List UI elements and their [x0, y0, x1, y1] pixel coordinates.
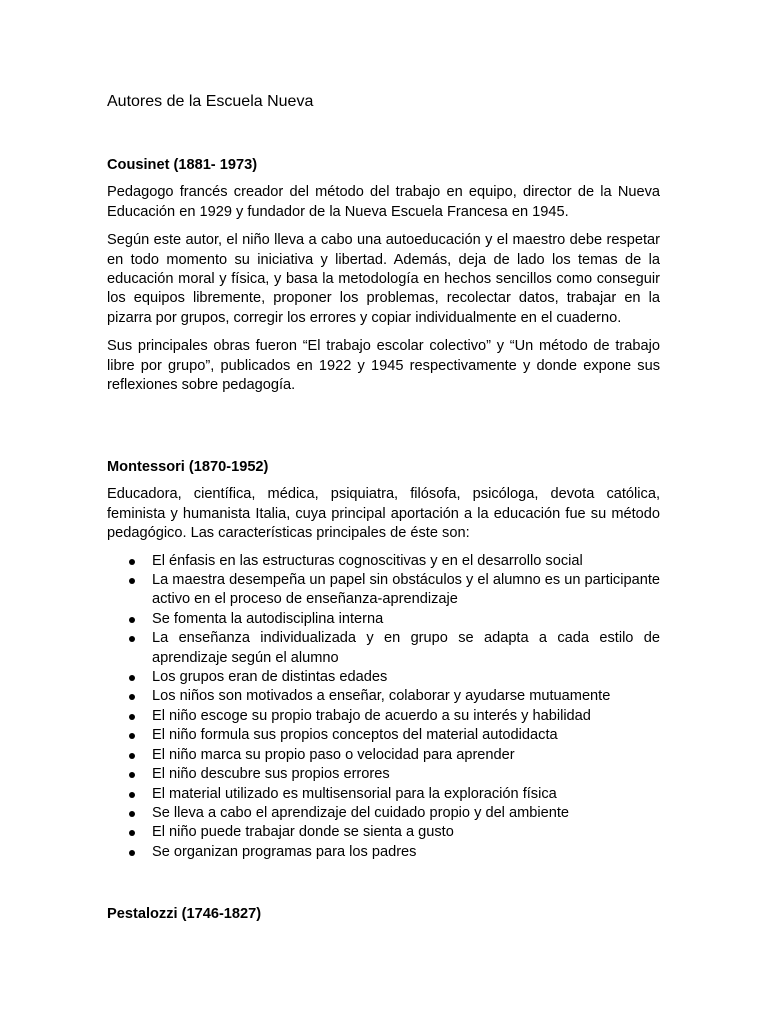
section-montessori — [107, 458, 660, 862]
paragraph: Educadora, científica, médica, psiquiatra, filósofa, psicóloga, devota católica, feminista y humanista Italia, cuya principal aportación a la educación fue su método pedagógico. Las características principales de éste son: — [107, 486, 660, 542]
list-item — [107, 571, 660, 610]
list-item-text: El énfasis en las estructuras cognoscitivas y en el desarrollo social — [152, 552, 583, 569]
list-item — [107, 610, 660, 629]
list-item — [107, 785, 660, 804]
section-heading: Montessori (1870-1952) — [107, 459, 269, 475]
paragraph: Según este autor, el niño lleva a cabo una autoeducación y el maestro debe respetar en todo momento su iniciativa y libertad. Además, deja de lado los temas de la educación moral y física, y basa la metodología en hechos sencillos como conseguir los equipos libremente, proponer los problemas, recolectar datos, trabajar en la pizarra por grupos, corregir los errores y copiar individualmente en el cuaderno. — [107, 232, 660, 326]
list-item — [107, 823, 660, 842]
list-item-text: La maestra desempeña un papel sin obstáculos y el alumno es un participante activo en el proceso de enseñanza-aprendizaje — [152, 572, 660, 608]
list-item — [107, 843, 660, 862]
list-item-text: Los grupos eran de distintas edades — [152, 669, 388, 686]
bullet-icon — [129, 830, 135, 836]
list-item-text: El material utilizado es multisensorial para la exploración física — [152, 785, 557, 802]
bullet-icon — [129, 753, 135, 759]
list-item — [107, 687, 660, 706]
bullet-icon — [129, 811, 135, 817]
bullet-icon — [129, 792, 135, 798]
list-item-text: El niño descubre sus propios errores — [152, 766, 390, 783]
list-item — [107, 746, 660, 765]
list-item-text: Se organizan programas para los padres — [152, 843, 417, 860]
section-pestalozzi — [107, 905, 660, 924]
list-item-text: El niño formula sus propios conceptos del material autodidacta — [152, 727, 558, 744]
section-heading: Cousinet (1881- 1973) — [107, 157, 258, 173]
list-item-text: La enseñanza individualizada y en grupo se adapta a cada estilo de aprendizaje según el alumno — [152, 630, 660, 666]
bullet-icon — [129, 578, 135, 584]
bullet-icon — [129, 714, 135, 720]
list-item-text: El niño escoge su propio trabajo de acuerdo a su interés y habilidad — [152, 707, 591, 724]
list-item — [107, 726, 660, 745]
bullet-icon — [129, 559, 135, 565]
list-item — [107, 668, 660, 687]
paragraph: Pedagogo francés creador del método del trabajo en equipo, director de la Nueva Educación en 1929 y fundador de la Nueva Escuela Francesa en 1945. — [107, 184, 660, 220]
list-item — [107, 629, 660, 668]
list-item-text: Los niños son motivados a enseñar, colaborar y ayudarse mutuamente — [152, 688, 611, 705]
list-item — [107, 552, 660, 571]
bullet-icon — [129, 733, 135, 739]
list-item — [107, 765, 660, 784]
bullet-icon — [129, 617, 135, 623]
bullet-icon — [129, 675, 135, 681]
bullet-icon — [129, 636, 135, 642]
list-item-text: Se fomenta la autodisciplina interna — [152, 610, 384, 627]
paragraph: Sus principales obras fueron “El trabajo escolar colectivo” y “Un método de trabajo libre por grupo”, publicados en 1922 y 1945 respectivamente y donde expone sus reflexiones sobre pedagogía. — [107, 338, 660, 394]
document-title: Autores de la Escuela Nueva — [107, 93, 314, 110]
bullet-icon — [129, 694, 135, 700]
section-heading: Pestalozzi (1746-1827) — [107, 906, 262, 922]
list-item — [107, 804, 660, 823]
bullet-icon — [129, 772, 135, 778]
list-item-text: Se lleva a cabo el aprendizaje del cuidado propio y del ambiente — [152, 804, 570, 821]
list-item-text: El niño marca su propio paso o velocidad para aprender — [152, 746, 515, 763]
bullet-icon — [129, 850, 135, 856]
characteristics-list — [107, 552, 660, 863]
section-cousinet — [107, 156, 660, 395]
list-item-text: El niño puede trabajar donde se sienta a gusto — [152, 824, 454, 841]
list-item — [107, 707, 660, 726]
